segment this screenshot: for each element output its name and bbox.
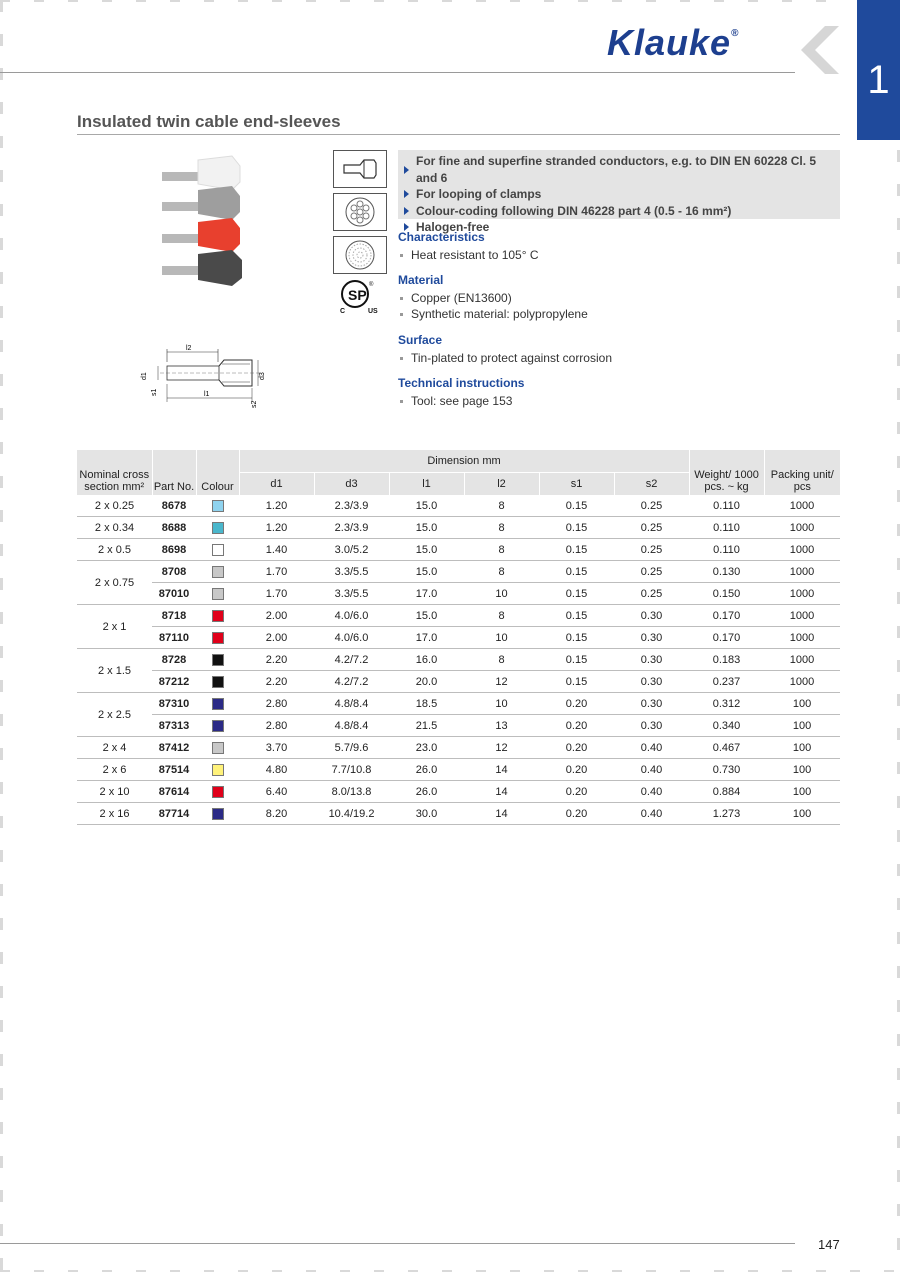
cell-d3: 3.3/5.5 xyxy=(314,561,389,583)
cell-pack: 100 xyxy=(764,693,840,715)
section-item: Tool: see page 153 xyxy=(398,393,524,409)
cell-s2: 0.30 xyxy=(614,627,689,649)
cell-l2: 8 xyxy=(464,605,539,627)
cell-s2: 0.25 xyxy=(614,539,689,561)
cell-part-no: 8708 xyxy=(152,561,196,583)
left-edge-marks xyxy=(0,0,3,1272)
cell-s1: 0.20 xyxy=(539,803,614,825)
svg-text:l1: l1 xyxy=(204,391,210,398)
cell-pack: 100 xyxy=(764,737,840,759)
table-row xyxy=(77,539,840,561)
cell-s2: 0.40 xyxy=(614,737,689,759)
cell-part-no: 87614 xyxy=(152,781,196,803)
cell-colour xyxy=(196,693,239,715)
cell-d3: 4.0/6.0 xyxy=(314,627,389,649)
triangle-bullet-icon xyxy=(404,166,409,174)
cell-l2: 8 xyxy=(464,495,539,517)
cell-part-no: 87714 xyxy=(152,803,196,825)
superfine-strand-icon xyxy=(334,237,386,273)
chevron-left-icon xyxy=(797,26,841,74)
section-heading: Material xyxy=(398,273,444,287)
cell-d1: 1.70 xyxy=(239,561,314,583)
svg-text:s1: s1 xyxy=(151,388,158,396)
svg-text:d1: d1 xyxy=(141,372,148,380)
cell-l1: 21.5 xyxy=(389,715,464,737)
cell-l1: 15.0 xyxy=(389,495,464,517)
header-s1: s1 xyxy=(539,473,614,496)
cell-colour xyxy=(196,627,239,649)
cell-s1: 0.15 xyxy=(539,671,614,693)
header-weight: Weight/ 1000 pcs. ~ kg xyxy=(689,450,764,495)
colour-swatch xyxy=(212,808,224,820)
cell-l1: 30.0 xyxy=(389,803,464,825)
svg-text:s2: s2 xyxy=(251,400,258,408)
table-row xyxy=(77,715,840,737)
cell-cross-section: 2 x 0.25 xyxy=(77,495,152,517)
cell-pack: 1000 xyxy=(764,649,840,671)
table-row xyxy=(77,649,840,671)
cell-l1: 23.0 xyxy=(389,737,464,759)
cell-weight: 0.467 xyxy=(689,737,764,759)
cell-d1: 1.20 xyxy=(239,517,314,539)
section-item: Synthetic material: polypropylene xyxy=(398,306,588,322)
sleeve-red xyxy=(162,218,240,252)
cell-d3: 4.8/8.4 xyxy=(314,693,389,715)
cell-colour xyxy=(196,605,239,627)
cell-s2: 0.30 xyxy=(614,715,689,737)
technical-instructions-section xyxy=(398,376,524,409)
cell-weight: 0.110 xyxy=(689,517,764,539)
cell-cross-section: 2 x 4 xyxy=(77,737,152,759)
cell-pack: 100 xyxy=(764,715,840,737)
header-rule xyxy=(0,72,795,73)
cell-weight: 0.340 xyxy=(689,715,764,737)
cell-weight: 0.884 xyxy=(689,781,764,803)
cell-part-no: 87010 xyxy=(152,583,196,605)
table-body xyxy=(77,495,840,825)
cell-s1: 0.15 xyxy=(539,583,614,605)
svg-text:l2: l2 xyxy=(186,345,192,352)
cell-weight: 0.730 xyxy=(689,759,764,781)
cell-pack: 1000 xyxy=(764,671,840,693)
table-row xyxy=(77,605,840,627)
cell-colour xyxy=(196,781,239,803)
feature-item: For looping of clamps xyxy=(404,186,834,203)
cell-colour xyxy=(196,737,239,759)
cell-s1: 0.15 xyxy=(539,627,614,649)
header-part-no: Part No. xyxy=(152,450,196,495)
cell-pack: 1000 xyxy=(764,561,840,583)
cell-l1: 26.0 xyxy=(389,759,464,781)
cell-pack: 1000 xyxy=(764,627,840,649)
cell-l1: 20.0 xyxy=(389,671,464,693)
svg-text:US: US xyxy=(368,308,378,314)
cell-d3: 4.8/8.4 xyxy=(314,715,389,737)
table-row xyxy=(77,517,840,539)
cell-l1: 16.0 xyxy=(389,649,464,671)
colour-swatch xyxy=(212,566,224,578)
header-colour: Colour xyxy=(196,450,239,495)
cell-s1: 0.20 xyxy=(539,715,614,737)
cell-d1: 2.80 xyxy=(239,693,314,715)
cell-s1: 0.20 xyxy=(539,759,614,781)
cell-l1: 15.0 xyxy=(389,605,464,627)
cell-part-no: 8718 xyxy=(152,605,196,627)
cell-part-no: 8728 xyxy=(152,649,196,671)
triangle-bullet-icon xyxy=(404,207,409,215)
cell-d3: 7.7/10.8 xyxy=(314,759,389,781)
table-row xyxy=(77,495,840,517)
cell-l2: 8 xyxy=(464,539,539,561)
cell-l2: 14 xyxy=(464,759,539,781)
feature-item: Halogen-free xyxy=(404,219,834,236)
surface-section xyxy=(398,333,612,366)
cell-weight: 0.150 xyxy=(689,583,764,605)
square-bullet-icon xyxy=(400,400,403,403)
table-row xyxy=(77,671,840,693)
table-row xyxy=(77,583,840,605)
cell-s2: 0.25 xyxy=(614,517,689,539)
cell-d3: 2.3/3.9 xyxy=(314,517,389,539)
cell-s2: 0.30 xyxy=(614,693,689,715)
characteristics-section xyxy=(398,230,539,263)
svg-text:d3: d3 xyxy=(259,372,266,380)
technical-drawing xyxy=(140,340,270,412)
colour-swatch xyxy=(212,742,224,754)
colour-swatch xyxy=(212,698,224,710)
colour-swatch xyxy=(212,720,224,732)
cell-l2: 13 xyxy=(464,715,539,737)
cell-pack: 1000 xyxy=(764,517,840,539)
cell-pack: 1000 xyxy=(764,583,840,605)
cell-colour xyxy=(196,561,239,583)
cell-l2: 14 xyxy=(464,803,539,825)
cell-weight: 0.170 xyxy=(689,605,764,627)
sleeve-black xyxy=(162,250,242,286)
cell-d1: 2.80 xyxy=(239,715,314,737)
svg-text:SP: SP xyxy=(348,287,367,303)
cell-d1: 2.00 xyxy=(239,605,314,627)
sleeve-grey xyxy=(162,186,240,220)
cell-s1: 0.15 xyxy=(539,561,614,583)
colour-swatch xyxy=(212,654,224,666)
cell-d3: 3.0/5.2 xyxy=(314,539,389,561)
section-heading: Characteristics xyxy=(398,230,485,244)
cell-s2: 0.30 xyxy=(614,649,689,671)
cell-s2: 0.40 xyxy=(614,759,689,781)
header-l1: l1 xyxy=(389,473,464,496)
cell-l2: 8 xyxy=(464,561,539,583)
cell-cross-section: 2 x 0.75 xyxy=(77,561,152,605)
cell-s2: 0.30 xyxy=(614,605,689,627)
cell-cross-section: 2 x 0.34 xyxy=(77,517,152,539)
cell-pack: 100 xyxy=(764,759,840,781)
fine-strand-icon xyxy=(334,194,386,230)
cell-colour xyxy=(196,583,239,605)
cell-weight: 0.183 xyxy=(689,649,764,671)
cell-l1: 17.0 xyxy=(389,583,464,605)
cell-colour xyxy=(196,649,239,671)
section-item: Copper (EN13600) xyxy=(398,290,588,306)
product-image xyxy=(158,150,248,295)
square-bullet-icon xyxy=(400,254,403,257)
cell-part-no: 87212 xyxy=(152,671,196,693)
cell-d1: 1.40 xyxy=(239,539,314,561)
triangle-bullet-icon xyxy=(404,190,409,198)
cell-d1: 2.20 xyxy=(239,671,314,693)
cell-l2: 8 xyxy=(464,517,539,539)
cell-s2: 0.25 xyxy=(614,583,689,605)
colour-swatch xyxy=(212,610,224,622)
cell-s1: 0.15 xyxy=(539,539,614,561)
table-row xyxy=(77,737,840,759)
cell-d1: 3.70 xyxy=(239,737,314,759)
cell-l1: 18.5 xyxy=(389,693,464,715)
header-nominal-cross-section: Nominal cross section mm² xyxy=(77,450,152,495)
cell-part-no: 87514 xyxy=(152,759,196,781)
cell-part-no: 87310 xyxy=(152,693,196,715)
cell-colour xyxy=(196,803,239,825)
material-section xyxy=(398,273,588,322)
table-row xyxy=(77,759,840,781)
header-s2: s2 xyxy=(614,473,689,496)
cell-d3: 4.0/6.0 xyxy=(314,605,389,627)
cell-s2: 0.40 xyxy=(614,803,689,825)
sleeve-white xyxy=(162,156,240,190)
cell-weight: 0.312 xyxy=(689,693,764,715)
cell-s1: 0.20 xyxy=(539,693,614,715)
svg-text:®: ® xyxy=(369,282,374,288)
section-item: Heat resistant to 105° C xyxy=(398,247,539,263)
cell-l2: 10 xyxy=(464,627,539,649)
cell-cross-section: 2 x 0.5 xyxy=(77,539,152,561)
feature-item: Colour-coding following DIN 46228 part 4 (0.5 - 16 mm²) xyxy=(404,203,834,220)
cell-colour xyxy=(196,671,239,693)
cell-d3: 8.0/13.8 xyxy=(314,781,389,803)
cell-cross-section: 2 x 1.5 xyxy=(77,649,152,693)
cell-weight: 0.130 xyxy=(689,561,764,583)
cell-d3: 5.7/9.6 xyxy=(314,737,389,759)
top-edge-marks xyxy=(0,0,850,2)
cell-part-no: 87412 xyxy=(152,737,196,759)
colour-swatch xyxy=(212,764,224,776)
cell-colour xyxy=(196,759,239,781)
colour-swatch xyxy=(212,786,224,798)
cell-colour xyxy=(196,495,239,517)
cell-pack: 1000 xyxy=(764,605,840,627)
feature-item: For fine and superfine stranded conductors, e.g. to DIN EN 60228 Cl. 5 and 6 xyxy=(404,153,834,186)
cell-l1: 15.0 xyxy=(389,539,464,561)
header-d3: d3 xyxy=(314,473,389,496)
cell-part-no: 87313 xyxy=(152,715,196,737)
feature-list xyxy=(398,150,840,234)
section-item: Tin-plated to protect against corrosion xyxy=(398,350,612,366)
cell-l1: 26.0 xyxy=(389,781,464,803)
header-packing-unit: Packing unit/ pcs xyxy=(764,450,840,495)
cell-weight: 0.110 xyxy=(689,539,764,561)
cell-l1: 15.0 xyxy=(389,517,464,539)
cell-pack: 1000 xyxy=(764,495,840,517)
cell-cross-section: 2 x 10 xyxy=(77,781,152,803)
table-row xyxy=(77,693,840,715)
cell-part-no: 8688 xyxy=(152,517,196,539)
cell-l2: 10 xyxy=(464,583,539,605)
cell-weight: 0.170 xyxy=(689,627,764,649)
cell-l1: 15.0 xyxy=(389,561,464,583)
cell-cross-section: 2 x 1 xyxy=(77,605,152,649)
cell-weight: 0.237 xyxy=(689,671,764,693)
cell-d3: 2.3/3.9 xyxy=(314,495,389,517)
footer-rule xyxy=(0,1243,795,1244)
cell-d1: 1.70 xyxy=(239,583,314,605)
table-row xyxy=(77,781,840,803)
cell-d3: 4.2/7.2 xyxy=(314,671,389,693)
chapter-tab: 1 xyxy=(857,0,900,140)
section-heading: Surface xyxy=(398,333,443,347)
cell-s1: 0.15 xyxy=(539,495,614,517)
cell-colour xyxy=(196,539,239,561)
cell-part-no: 87110 xyxy=(152,627,196,649)
table-row xyxy=(77,803,840,825)
table-row xyxy=(77,627,840,649)
cell-l2: 8 xyxy=(464,649,539,671)
product-table xyxy=(77,450,840,825)
cell-s1: 0.20 xyxy=(539,781,614,803)
cell-d3: 4.2/7.2 xyxy=(314,649,389,671)
cell-cross-section: 2 x 16 xyxy=(77,803,152,825)
cell-l2: 14 xyxy=(464,781,539,803)
colour-swatch xyxy=(212,588,224,600)
cell-d3: 10.4/19.2 xyxy=(314,803,389,825)
cell-s2: 0.25 xyxy=(614,495,689,517)
cell-d1: 2.00 xyxy=(239,627,314,649)
cell-part-no: 8678 xyxy=(152,495,196,517)
colour-swatch xyxy=(212,632,224,644)
svg-text:C: C xyxy=(340,308,346,314)
page-number: 147 xyxy=(818,1237,840,1252)
cell-s1: 0.20 xyxy=(539,737,614,759)
sleeve-profile-icon-box xyxy=(333,150,387,188)
colour-swatch xyxy=(212,676,224,688)
cell-d1: 2.20 xyxy=(239,649,314,671)
sleeve-profile-icon xyxy=(334,151,386,187)
cell-d1: 4.80 xyxy=(239,759,314,781)
colour-swatch xyxy=(212,500,224,512)
klauke-logo: Klauke® xyxy=(607,22,740,63)
cell-cross-section: 2 x 6 xyxy=(77,759,152,781)
cell-s2: 0.40 xyxy=(614,781,689,803)
cell-weight: 0.110 xyxy=(689,495,764,517)
cell-d1: 6.40 xyxy=(239,781,314,803)
colour-swatch xyxy=(212,544,224,556)
cell-part-no: 8698 xyxy=(152,539,196,561)
superfine-strand-icon-box xyxy=(333,236,387,274)
cell-l2: 12 xyxy=(464,671,539,693)
cell-d3: 3.3/5.5 xyxy=(314,583,389,605)
cell-pack: 100 xyxy=(764,781,840,803)
section-heading: Technical instructions xyxy=(398,376,525,390)
cell-s1: 0.15 xyxy=(539,517,614,539)
cell-colour xyxy=(196,517,239,539)
cell-pack: 100 xyxy=(764,803,840,825)
page-title: Insulated twin cable end-sleeves xyxy=(77,112,341,131)
square-bullet-icon xyxy=(400,313,403,316)
cell-l2: 10 xyxy=(464,693,539,715)
cell-weight: 1.273 xyxy=(689,803,764,825)
cell-colour xyxy=(196,715,239,737)
cell-l1: 17.0 xyxy=(389,627,464,649)
cell-cross-section: 2 x 2.5 xyxy=(77,693,152,737)
title-rule xyxy=(77,134,840,135)
colour-swatch xyxy=(212,522,224,534)
cell-s1: 0.15 xyxy=(539,649,614,671)
square-bullet-icon xyxy=(400,297,403,300)
cell-s2: 0.25 xyxy=(614,561,689,583)
fine-strand-icon-box xyxy=(333,193,387,231)
header-l2: l2 xyxy=(464,473,539,496)
cell-d1: 1.20 xyxy=(239,495,314,517)
header-dimension-group: Dimension mm xyxy=(239,450,689,473)
cell-pack: 1000 xyxy=(764,539,840,561)
header-d1: d1 xyxy=(239,473,314,496)
square-bullet-icon xyxy=(400,357,403,360)
cell-s1: 0.15 xyxy=(539,605,614,627)
cell-d1: 8.20 xyxy=(239,803,314,825)
csa-certification-icon xyxy=(338,278,380,314)
table-row xyxy=(77,561,840,583)
cell-l2: 12 xyxy=(464,737,539,759)
cell-s2: 0.30 xyxy=(614,671,689,693)
